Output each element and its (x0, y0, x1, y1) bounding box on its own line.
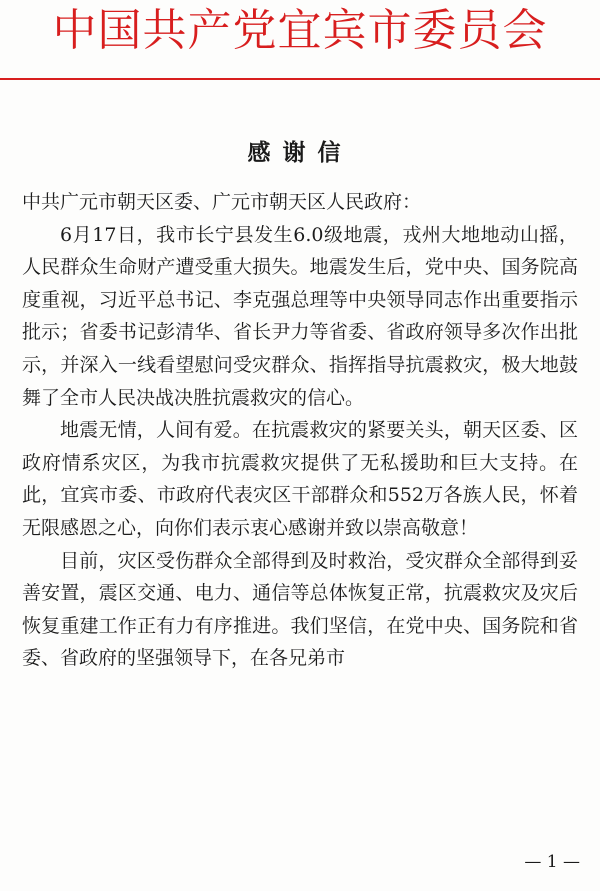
letterhead-red-rule (0, 78, 600, 80)
paragraph-1: 6月17日，我市长宁县发生6.0级地震，戎州大地地动山摇，人民群众生命财产遭受重大损失。地震发生后，党中央、国务院高度重视，习近平总书记、李克强总理等中央领导同志作出重要指示批示；省委书记彭清华、省长尹力等省委、省政府领导多次作出批示，并深入一线看望慰问受灾群众、指挥指导抗震救灾，极大地鼓舞了全市人民决战决胜抗震救灾的信心。 (22, 223, 578, 409)
paragraph-3: 目前，灾区受伤群众全部得到及时救治，受灾群众全部得到妥善安置，震区交通、电力、通信等总体恢复正常，抗震救灾及灾后恢复重建工作正有力有序推进。我们坚信，在党中央、国务院和省委、省政府的坚强领导下，在各兄弟市 (22, 549, 578, 670)
page-number: — 1 — (524, 852, 580, 872)
document-title: 感谢信 (247, 140, 353, 166)
paragraph-2: 地震无情，人间有爱。在抗震救灾的紧要关头，朝天区委、区政府情系灾区，为我市抗震救灾提供了无私援助和巨大支持。在此，宜宾市委、市政府代表灾区干部群众和552万各族人民，怀着无限感恩之心，向你们表示衷心感谢并致以崇高敬意！ (22, 419, 578, 539)
letter-body (22, 186, 578, 675)
salutation: 中共广元市朝天区委、广元市朝天区人民政府： (22, 191, 422, 213)
letterhead-title: 中国共产党宜宾市委员会 (52, 5, 548, 56)
